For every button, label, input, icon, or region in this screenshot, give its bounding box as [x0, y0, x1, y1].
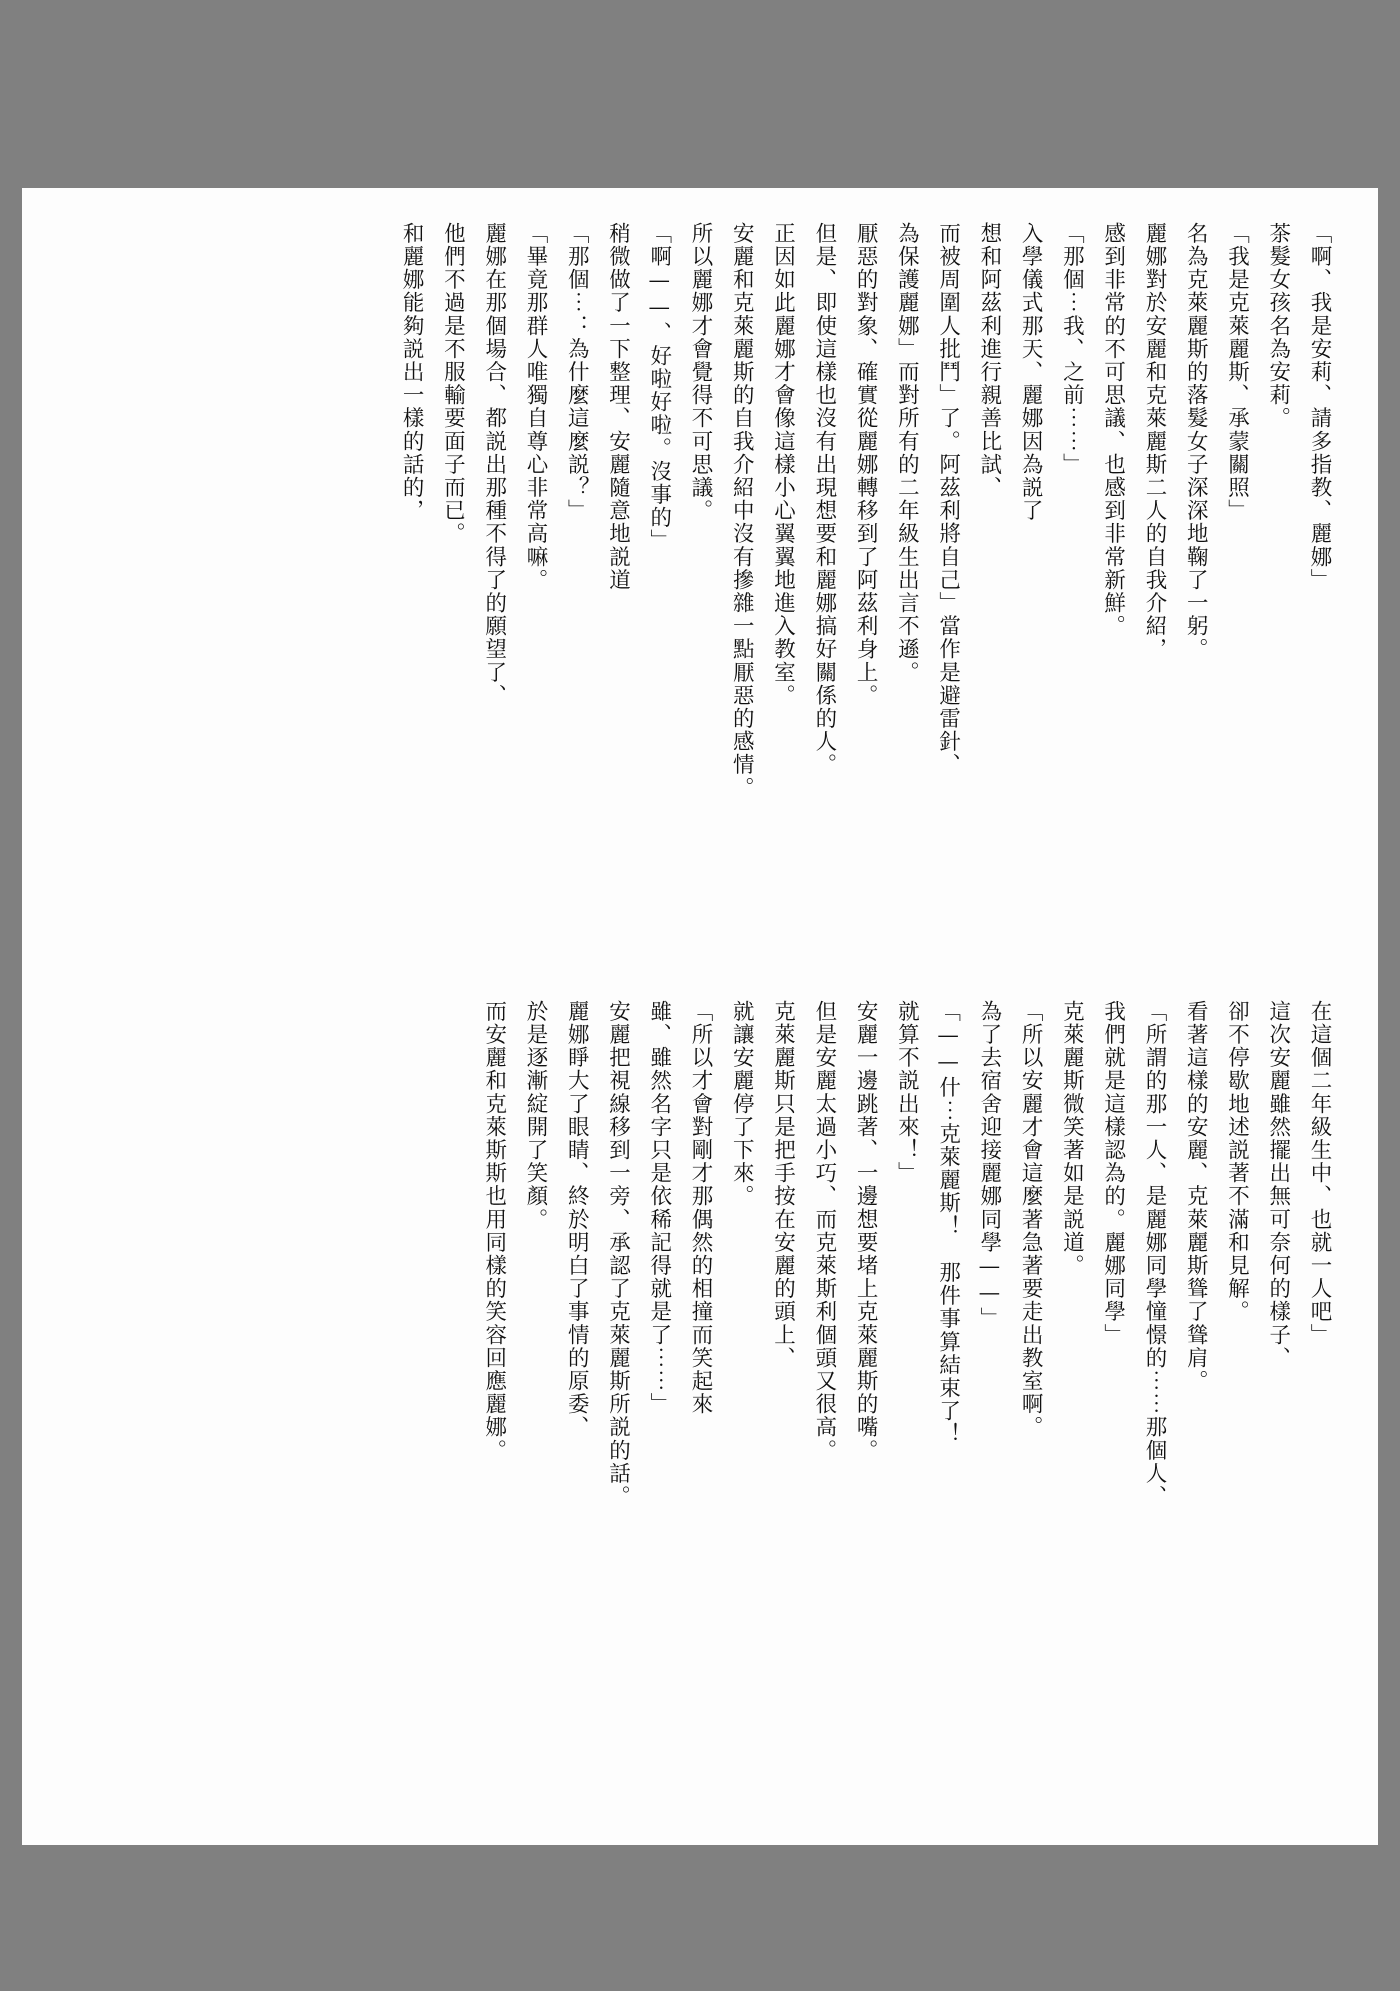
text-line: 「所以安麗才會這麼著急著要走出教室啊。 [1018, 1000, 1044, 1439]
text-line: 麗娜對於安麗和克萊麗斯二人的自我介紹， [1141, 222, 1167, 661]
text-line: 但是安麗太過小巧、而克萊斯利個頭又很高。 [811, 1000, 837, 1462]
text-line: 「所謂的那一人、是麗娜同學憧憬的⋯⋯那個人、 [1141, 1000, 1167, 1509]
text-line: 麗娜在那個場合、都説出那種不得了的願望了、 [481, 222, 507, 708]
scan-border-left [0, 188, 22, 1845]
text-line: 「所以才會對剛才那偶然的相撞而笑起來 [688, 1000, 714, 1416]
text-line: 安麗一邊跳著、一邊想要堵上克萊麗斯的嘴。 [853, 1000, 879, 1462]
text-line: 但是、即使這樣也沒有出現想要和麗娜搞好關係的人。 [811, 222, 837, 777]
text-line: 入學儀式那天、麗娜因為説了 [1018, 222, 1044, 523]
text-line: 和麗娜能夠説出一樣的話的， [399, 222, 425, 523]
text-line: 「畢竟那群人唯獨自尊心非常高嘛。 [522, 222, 548, 592]
text-line: 為了去宿舍迎接麗娜同學——」 [976, 1000, 1002, 1331]
text-line: 於是逐漸綻開了笑顏。 [522, 1000, 548, 1231]
text-line: 厭惡的對象、確實從麗娜轉移到了阿茲利身上。 [853, 222, 879, 708]
text-line: 安麗把視線移到一旁、承認了克萊麗斯所説的話。 [605, 1000, 631, 1509]
text-block-lower [473, 1000, 1340, 1740]
text-line: 所以麗娜才會覺得不可思議。 [688, 222, 714, 523]
text-line: 感到非常的不可思議、也感到非常新鮮。 [1100, 222, 1126, 638]
text-line: 安麗和克萊麗斯的自我介紹中沒有摻雜一點厭惡的感情。 [729, 222, 755, 800]
text-line: 「啊、我是安莉、請多指教、麗娜」 [1307, 222, 1332, 592]
text-line: 我們就是這樣認為的。麗娜同學」 [1100, 1000, 1126, 1347]
text-line: 為保護麗娜」而對所有的二年級生出言不遜。 [894, 222, 920, 684]
text-line: 麗娜睜大了眼睛、終於明白了事情的原委、 [564, 1000, 590, 1439]
text-line: 想和阿茲利進行親善比試、 [976, 222, 1002, 500]
scan-border-top [0, 0, 1400, 188]
text-line: 「我是克萊麗斯、承蒙關照」 [1224, 222, 1250, 523]
text-line: 「啊——、好啦好啦。沒事的」 [646, 222, 672, 553]
text-line: 克萊麗斯只是把手按在安麗的頭上、 [770, 1000, 796, 1370]
text-line: 就算不説出來！」 [894, 1000, 920, 1185]
scan-border-bottom [0, 1845, 1400, 1991]
text-line: 稍微做了一下整理、安麗隨意地説道 [605, 222, 631, 592]
text-line: 而安麗和克萊斯斯也用同樣的笑容回應麗娜。 [481, 1000, 507, 1462]
text-line: 這次安麗雖然擺出無可奈何的樣子、 [1265, 1000, 1291, 1370]
text-line: 在這個二年級生中、也就一人吧」 [1307, 1000, 1332, 1347]
text-line: 而被周圍人批鬥」了。阿茲利將自己」當作是避雷針、 [935, 222, 961, 777]
text-line: 卻不停歇地述説著不滿和見解。 [1224, 1000, 1250, 1324]
scan-border-right [1378, 188, 1400, 1845]
text-line: 「那個⋯我、之前⋯⋯」 [1059, 222, 1085, 477]
text-line: 就讓安麗停了下來。 [729, 1000, 755, 1208]
text-line: 克萊麗斯微笑著如是説道。 [1059, 1000, 1085, 1278]
text-line: 名為克萊麗斯的落髮女子深深地鞠了一躬。 [1183, 222, 1209, 661]
text-line: 看著這樣的安麗、克萊麗斯聳了聳肩。 [1183, 1000, 1209, 1393]
text-line: 茶髮女孩名為安莉。 [1265, 222, 1291, 430]
text-block-upper [391, 222, 1340, 962]
text-line: 正因如此麗娜才會像這樣小心翼翼地進入教室。 [770, 222, 796, 708]
text-line: 雖、雖然名字只是依稀記得就是了⋯⋯」 [646, 1000, 672, 1416]
text-line: 「那個⋯：為什麼這麼説？」 [564, 222, 590, 523]
page-content [22, 188, 1378, 1845]
text-line: 「——什⋯克萊麗斯！ 那件事算結束了！ [935, 1000, 961, 1446]
text-line: 他們不過是不服輸要面子而已。 [440, 222, 466, 546]
